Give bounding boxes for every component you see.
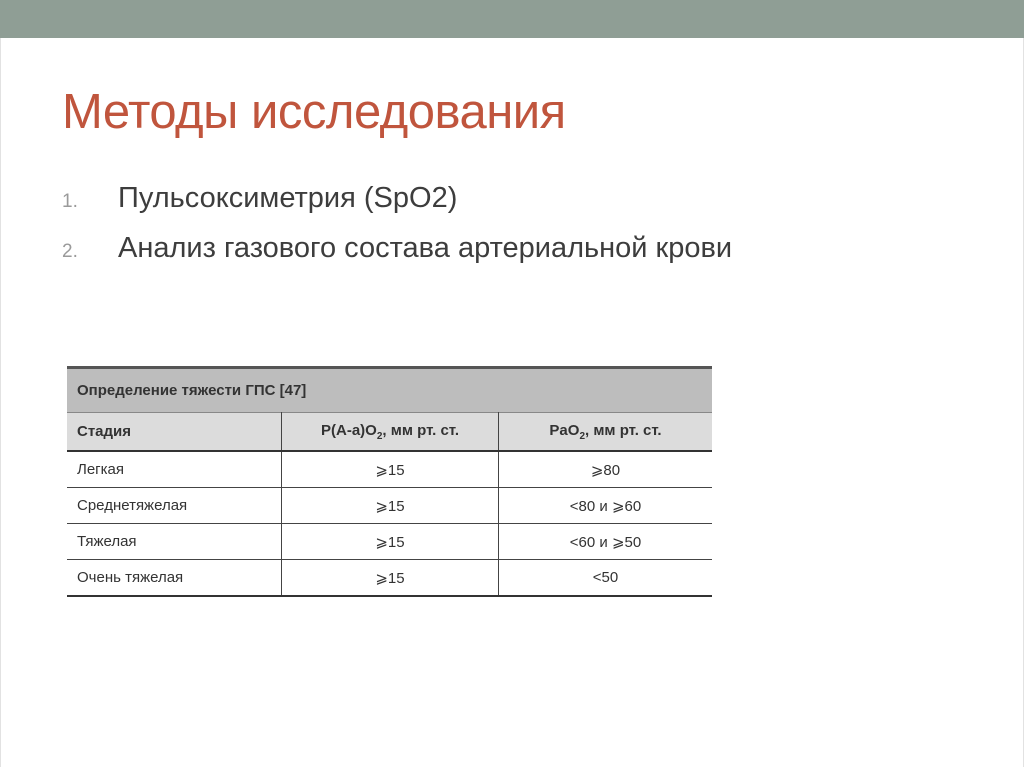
header-stage: Стадия xyxy=(67,413,282,452)
severity-table-image xyxy=(67,366,712,597)
table-header-row xyxy=(67,413,712,452)
table-row xyxy=(67,560,712,597)
cell-stage: Очень тяжелая xyxy=(67,560,282,597)
table-row xyxy=(67,451,712,488)
header-paao2-prefix: P(A-a)O xyxy=(321,421,377,439)
header-pao2-prefix: PaO xyxy=(549,421,580,439)
header-pao2-sub: 2 xyxy=(579,430,585,442)
cell-stage: Легкая xyxy=(67,451,282,488)
cell-pao2: ⩾80 xyxy=(499,451,713,488)
list-item xyxy=(62,232,732,282)
list-item-text: Анализ газового состава артериальной крови xyxy=(118,232,733,264)
cell-paao2: ⩾15 xyxy=(282,524,499,560)
header-pao2-suffix: , мм рт. ст. xyxy=(585,421,662,439)
header-paao2-suffix: , мм рт. ст. xyxy=(382,421,459,439)
header-paao2 xyxy=(282,413,499,452)
cell-paao2: ⩾15 xyxy=(282,560,499,597)
numbered-list xyxy=(62,182,732,282)
header-paao2-sub: 2 xyxy=(376,430,383,442)
cell-pao2: <60 и ⩾50 xyxy=(499,524,713,560)
list-item-number: 2. xyxy=(62,241,78,262)
top-accent-bar xyxy=(0,0,1024,38)
cell-paao2: ⩾15 xyxy=(282,451,499,488)
severity-table xyxy=(67,412,712,597)
header-pao2 xyxy=(499,413,713,452)
table-caption: Определение тяжести ГПС [47] xyxy=(67,366,712,412)
cell-stage: Среднетяжелая xyxy=(67,488,282,524)
table-row xyxy=(67,488,712,524)
cell-stage: Тяжелая xyxy=(67,524,282,560)
cell-pao2: <50 xyxy=(499,560,713,597)
slide-title: Методы исследования xyxy=(62,85,566,139)
list-item-number: 1. xyxy=(62,191,78,212)
list-item-text: Пульсоксиметрия (SpO2) xyxy=(118,182,458,214)
cell-pao2: <80 и ⩾60 xyxy=(499,488,713,524)
cell-paao2: ⩾15 xyxy=(282,488,499,524)
list-item xyxy=(62,182,732,232)
table-row xyxy=(67,524,712,560)
